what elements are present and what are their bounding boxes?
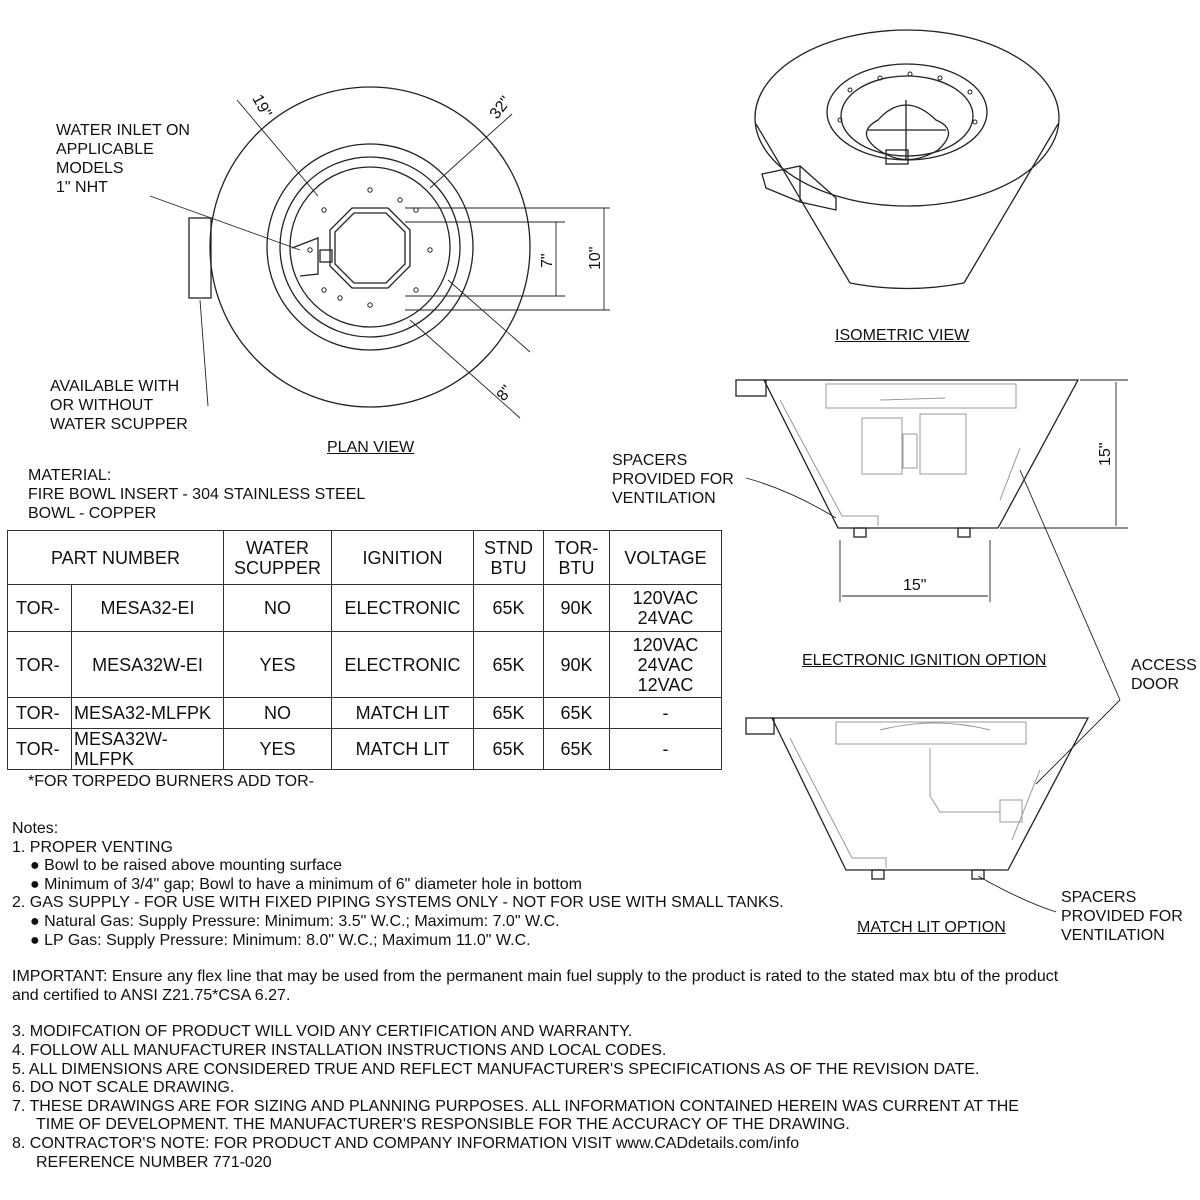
header-stnd-btu: STND BTU [474, 531, 544, 585]
dim-elevation-base: 15" [903, 577, 927, 594]
electronic-ignition-title: ELECTRONIC IGNITION OPTION [802, 652, 1047, 669]
isometric-view-title: ISOMETRIC VIEW [835, 327, 970, 344]
table-header-row [8, 531, 722, 585]
header-voltage: VOLTAGE [610, 531, 722, 585]
isometric-view-drawing [755, 30, 1059, 289]
table-row: TOR- MESA32-EI NO ELECTRONIC 65K 90K 120VAC 24VAC [8, 585, 722, 632]
header-part-number: PART NUMBER [8, 531, 224, 585]
dim-19: 19" [248, 91, 275, 121]
header-tor-btu: TOR- BTU [544, 531, 610, 585]
header-water-scupper: WATER SCUPPER [224, 531, 332, 585]
water-inlet-callout: WATER INLET ON APPLICABLE MODELS 1" NHT [56, 122, 190, 196]
table-row: TOR- MESA32W-MLFPK YES MATCH LIT 65K 65K - [8, 729, 722, 770]
dim-7: 7" [539, 253, 556, 268]
dim-10: 10" [587, 246, 604, 270]
table-row: TOR- MESA32-MLFPK NO MATCH LIT 65K 65K - [8, 698, 722, 729]
spacers-callout-match: SPACERS PROVIDED FOR VENTILATION [1061, 889, 1183, 944]
match-lit-title: MATCH LIT OPTION [857, 919, 1006, 936]
plan-view-drawing [150, 87, 610, 418]
part-number-table [7, 530, 722, 770]
plan-view-title: PLAN VIEW [327, 439, 415, 456]
torpedo-footnote: *FOR TORPEDO BURNERS ADD TOR- [28, 773, 314, 790]
dim-elevation-height: 15" [1097, 442, 1114, 466]
table-row: TOR- MESA32W-EI YES ELECTRONIC 65K 90K 120VAC 24VAC 12VAC [8, 632, 722, 698]
dim-32: 32" [486, 93, 515, 123]
electronic-elevation-drawing [736, 380, 1128, 602]
header-ignition: IGNITION [332, 531, 474, 585]
notes-block: Notes: 1. PROPER VENTING ● Bowl to be raised above mounting surface ● Minimum of 3/4" gap; Bowl to have a minimum of 6" diameter hole in bottom 2. GAS SUPPLY - FOR USE WITH FIXED PIPING SYSTEMS ONLY - NOT FOR USE WITH SMALL TANKS. ● Natural Gas: Supply Pressure: Minimum: 3.5" W.C.; Maximum: 7.0" W.C. ● LP Gas: Supply Pressure: Minimum: 8.0" W.C.; Maximum 11.0" W.C. IMPORTANT: Ensure any flex line that may be used from the permanent main fuel supply to the product is rated to the stated max btu of the product and certified to ANSI Z21.75*CSA 6.27. 3. MODIFCATION OF PRODUCT WILL VOID ANY CERTIFICATION AND WARRANTY. 4. FOLLOW ALL MANUFACTURER INSTALLATION INSTRUCTIONS AND LOCAL CODES. 5. ALL DIMENSIONS ARE CONSIDERED TRUE AND REFLECT MANUFACTURER'S SPECIFICATIONS AS OF THE REVISION DATE. 6. DO NOT SCALE DRAWING. 7. THESE DRAWINGS ARE FOR SIZING AND PLANNING PURPOSES. ALL INFORMATION CONTAINED HEREIN WAS CURRENT AT THE TIME OF DEVELOPMENT. THE MANUFACTURER'S RESPONSIBLE FOR THE ACCURACY OF THE DRAWING. 8. CONTRACTOR'S NOTE: FOR PRODUCT AND COMPANY INFORMATION VISIT www.CADdetails.com/info REFERENCE NUMBER 771-020 [12, 820, 1059, 1171]
spacers-callout-electronic: SPACERS PROVIDED FOR VENTILATION [612, 452, 734, 507]
available-scupper-callout: AVAILABLE WITH OR WITHOUT WATER SCUPPER [50, 378, 188, 433]
dim-8: 8" [493, 382, 517, 405]
material-block: MATERIAL: FIRE BOWL INSERT - 304 STAINLESS STEEL BOWL - COPPER [28, 467, 366, 522]
access-door-callout: ACCESS DOOR [1131, 657, 1197, 693]
